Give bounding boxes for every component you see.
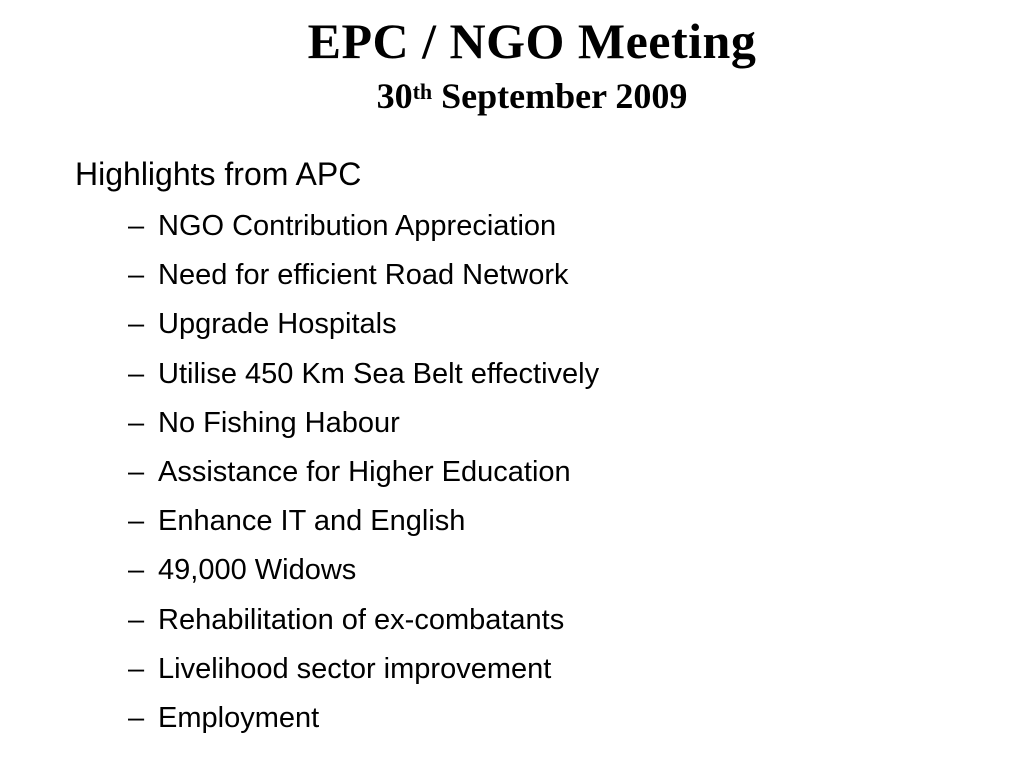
bullet-dash: –: [128, 505, 145, 538]
list-item-text: 49,000 Widows: [158, 554, 357, 587]
list-item: [75, 300, 975, 349]
list-item: [75, 202, 975, 251]
list-item-text: No Fishing Habour: [158, 406, 400, 439]
list-item: [75, 694, 975, 743]
list-item: [75, 645, 975, 694]
list-item-text: Upgrade Hospitals: [158, 308, 397, 341]
title-block: [0, 10, 1024, 118]
list-item-text: Need for efficient Road Network: [158, 259, 569, 292]
subtitle-day: 30: [376, 76, 413, 116]
list-item: [75, 350, 975, 399]
list-item-text: Assistance for Higher Education: [158, 455, 571, 488]
slide-subtitle: [0, 74, 1024, 118]
list-item-text: Rehabilitation of ex-combatants: [158, 603, 565, 636]
list-item-text: Employment: [158, 701, 320, 734]
bullet-dash: –: [128, 652, 145, 685]
list-item: [75, 497, 975, 546]
bullet-dash: –: [128, 357, 145, 390]
list-item-text: NGO Contribution Appreciation: [158, 210, 557, 242]
subtitle-day-suffix: th: [412, 79, 433, 104]
list-item: [75, 596, 975, 645]
list-item-text: Livelihood sector improvement: [158, 652, 552, 685]
subtitle-month-year: September 2009: [432, 76, 688, 116]
bullet-dash: –: [128, 455, 145, 488]
bullet-dash: –: [128, 701, 145, 734]
list-item-text: Utilise 450 Km Sea Belt effectively: [158, 357, 600, 390]
bullet-dash: –: [128, 259, 145, 292]
bullet-list: [75, 202, 975, 743]
list-item: [75, 448, 975, 497]
content-area: [75, 152, 975, 743]
list-item: [75, 251, 975, 300]
bullet-dash: –: [128, 308, 145, 341]
bullet-dash: –: [128, 603, 145, 636]
list-item-text: Enhance IT and English: [158, 505, 466, 538]
slide-title: EPC / NGO Meeting: [307, 13, 757, 69]
bullet-dash: –: [128, 210, 145, 242]
bullet-dash: –: [128, 554, 145, 587]
list-item: [75, 399, 975, 448]
section-heading: Highlights from APC: [75, 156, 362, 192]
bullet-dash: –: [128, 406, 145, 439]
list-item: [75, 546, 975, 595]
